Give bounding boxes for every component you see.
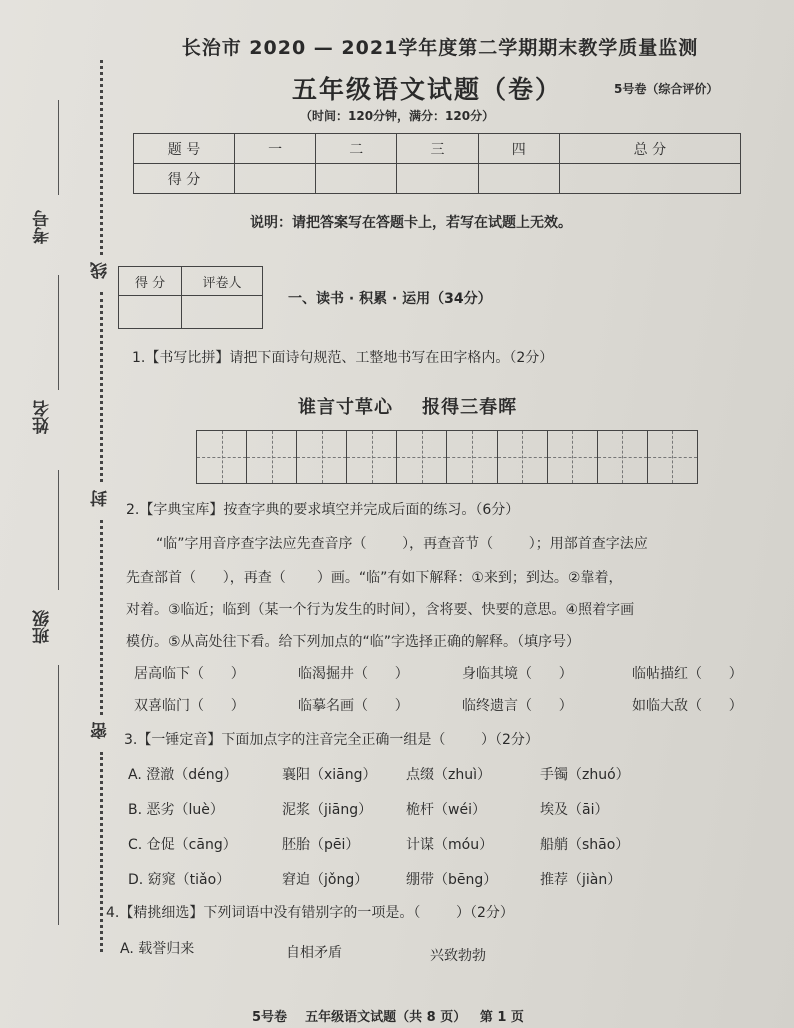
section-1-title: 一、读书 · 积累 · 运用（34分） [288,291,492,307]
grader-score-cell[interactable] [119,296,182,329]
grader-name-cell[interactable] [182,296,263,329]
score-col-1: 一 [235,134,316,164]
score-col-4: 四 [478,134,559,164]
option-b-1: B. 恶劣（luè） [128,802,224,818]
question-2-item: 如临大敌（ ） [632,698,743,714]
name-line-bottom [58,470,59,590]
question-2-item: 临摹名画（ ） [298,698,409,714]
option-a-2: 襄阳（xiāng） [282,767,377,783]
poem-line: 谁言寸草心 报得三春晖 [298,397,518,418]
score-row-label: 题 号 [134,134,235,164]
question-2-item: 居高临下（ ） [134,666,245,682]
option-d-4: 推荐（jiàn） [540,872,622,888]
option-c-2: 胚胎（pēi） [282,837,360,853]
option-a-3: 点缀（zhuì） [406,767,491,783]
instruction-note: 说明：请把答案写在答题卡上，若写在试题上无效。 [250,215,572,231]
grader-score-label: 得 分 [119,267,182,296]
grid-cell[interactable] [397,431,447,483]
grid-cell[interactable] [297,431,347,483]
option-c-3: 计谋（móu） [406,837,494,853]
label-class: 班级 [33,610,53,644]
option-d-3: 绷带（bēng） [406,872,498,888]
question-2-item: 身临其境（ ） [462,666,573,682]
question-2-line-2: 先查部首（ ），再查（ ）画。“临”有如下解释：①来到；到达。②靠着， [126,570,623,586]
score-table-score-row [134,164,741,194]
label-name: 姓名 [33,400,53,434]
label-exam-no: 考号 [33,210,53,244]
exam-subtitle: 五年级语文试题（卷） [291,75,562,104]
seal-dotted-line-3 [100,520,103,715]
score-col-3: 三 [397,134,478,164]
q4-option-a-1: A. 载誉归来 [120,941,195,957]
score-col-2: 二 [316,134,397,164]
question-2-item: 临帖描红（ ） [632,666,743,682]
score-cell[interactable] [235,164,316,194]
score-cell[interactable] [397,164,478,194]
question-2-item: 临终遗言（ ） [462,698,573,714]
option-d-2: 窘迫（jǒng） [282,872,369,888]
time-info: （时间：120分钟，满分：120分） [300,109,495,123]
score-table-header-row [134,134,741,164]
grid-cell[interactable] [447,431,497,483]
option-b-3: 桅杆（wéi） [406,802,486,818]
label-seal: 封 [91,490,111,507]
grid-cell[interactable] [197,431,247,483]
paper-tag: 5号卷（综合评价） [614,82,719,96]
score-table [133,133,741,194]
grid-cell[interactable] [347,431,397,483]
grader-box [118,266,263,329]
question-2: 2.【字典宝库】按查字典的要求填空并完成后面的练习。（6分） [126,502,520,518]
option-a-4: 手镯（zhuó） [540,767,630,783]
exam-title: 长治市 2020 — 2021学年度第二学期期末教学质量监测 [181,37,699,59]
q4-option-a-3: 兴致勃勃 [430,948,486,964]
seal-dotted-line-1 [100,60,103,255]
grid-cell[interactable] [548,431,598,483]
score-cell[interactable] [559,164,740,194]
option-c-4: 船艄（shāo） [540,837,630,853]
question-4: 4.【精挑细选】下列词语中没有错别字的一项是。（ ）（2分） [106,905,514,921]
seal-dotted-line-2 [100,292,103,482]
label-line: 线 [91,262,111,279]
question-1: 1.【书写比拼】请把下面诗句规范、工整地书写在田字格内。（2分） [132,350,554,366]
exam-no-line [58,100,59,195]
grid-cell[interactable] [648,431,697,483]
option-b-4: 埃及（āi） [540,802,609,818]
grader-name-label: 评卷人 [182,267,263,296]
option-b-2: 泥浆（jiāng） [282,802,373,818]
score-cell[interactable] [316,164,397,194]
option-a-1: A. 澄澈（déng） [128,767,238,783]
label-dense: 密 [91,722,111,739]
page-footer: 5号卷 五年级语文试题（共 8 页） 第 1 页 [252,1010,524,1025]
seal-dotted-line-4 [100,752,103,952]
score-col-total: 总 分 [559,134,740,164]
score-cell[interactable] [478,164,559,194]
question-2-line-3: 对着。③临近；临到（某一个行为发生的时间），含将要、快要的意思。④照着字画 [126,602,635,618]
score-row-label: 得 分 [134,164,235,194]
class-line [58,665,59,925]
grid-cell[interactable] [247,431,297,483]
tianzige-grid[interactable] [196,430,698,484]
q4-option-a-2: 自相矛盾 [286,945,342,961]
question-2-line-4: 模仿。⑤从高处往下看。给下列加点的“临”字选择正确的解释。（填序号） [126,634,581,650]
question-2-line-1: “临”字用音序查字法应先查音序（ ），再查音节（ ）；用部首查字法应 [156,536,648,552]
question-2-item: 双喜临门（ ） [134,698,245,714]
question-3: 3.【一锤定音】下面加点字的注音完全正确一组是（ ）（2分） [124,732,539,748]
grid-cell[interactable] [598,431,648,483]
option-d-1: D. 窈窕（tiǎo） [128,872,231,888]
name-line-top [58,275,59,390]
option-c-1: C. 仓促（cāng） [128,837,237,853]
grid-cell[interactable] [498,431,548,483]
question-2-item: 临渴掘井（ ） [298,666,409,682]
